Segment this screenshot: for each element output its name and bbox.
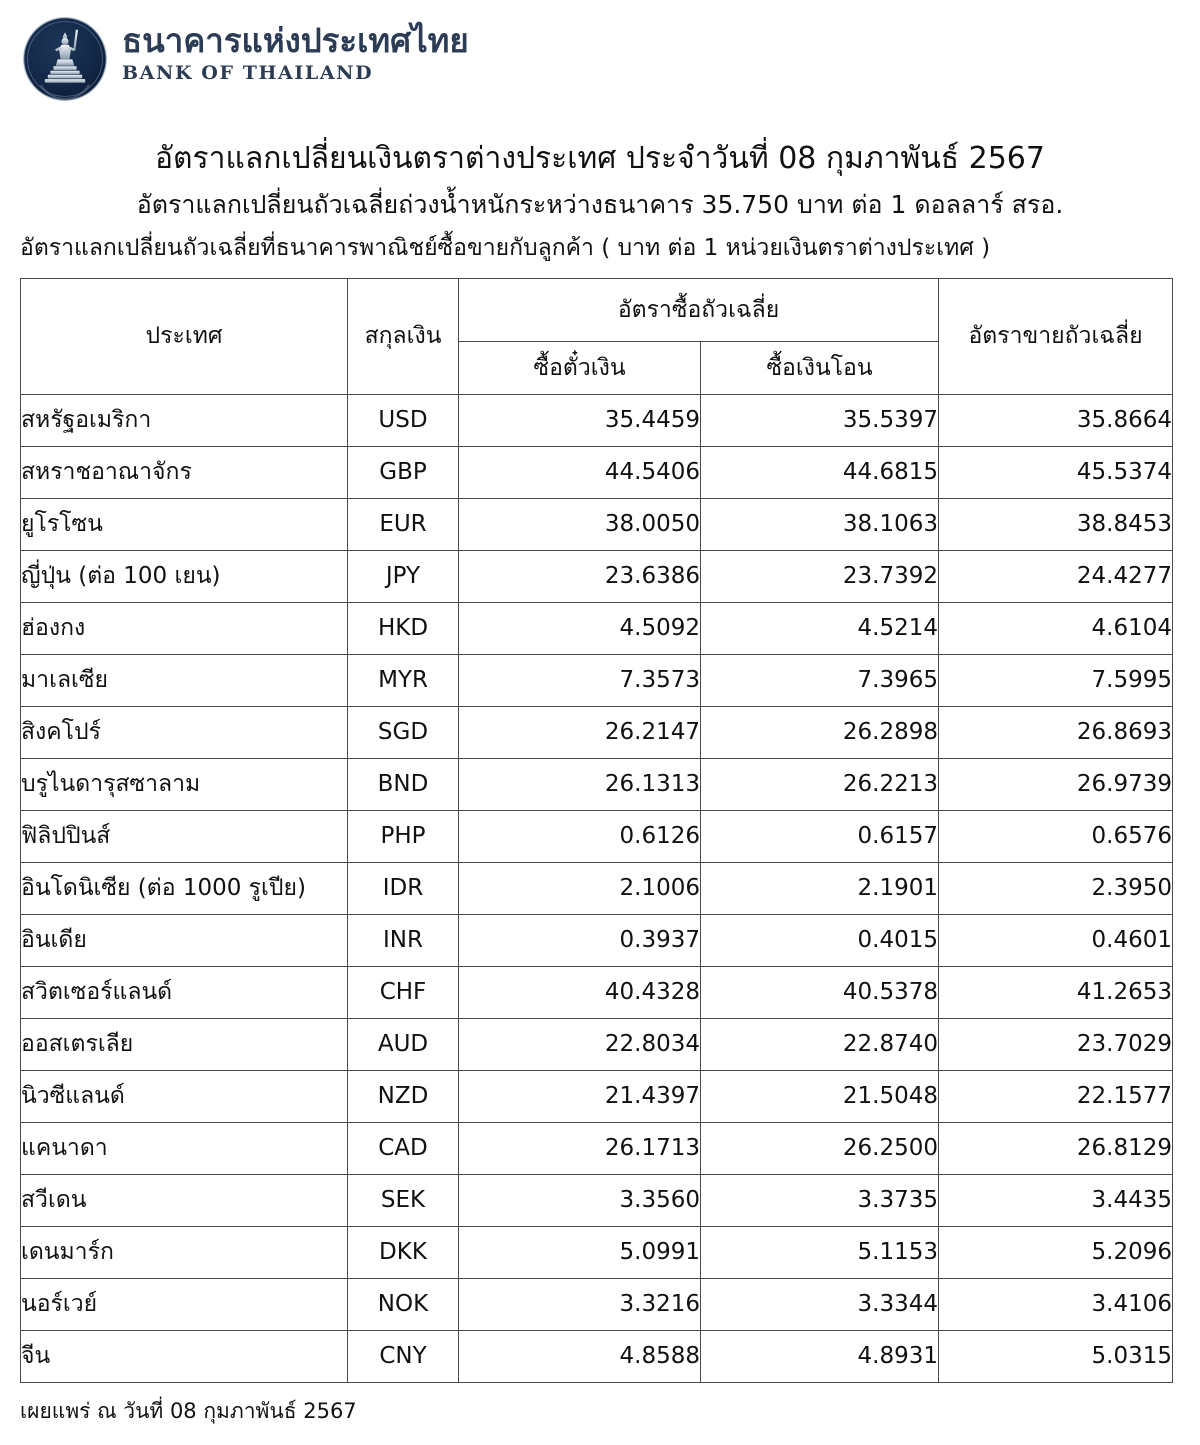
- cell-buy-transfer: 26.2898: [701, 706, 939, 758]
- table-row: [21, 498, 1173, 550]
- table-row: [21, 758, 1173, 810]
- cell-buy-transfer: 2.1901: [701, 862, 939, 914]
- cell-currency: GBP: [348, 446, 459, 498]
- cell-sell: 0.6576: [939, 810, 1173, 862]
- table-row: [21, 446, 1173, 498]
- cell-country: ฟิลิปปินส์: [21, 810, 348, 862]
- cell-buy-bill: 7.3573: [459, 654, 701, 706]
- cell-buy-transfer: 3.3344: [701, 1278, 939, 1330]
- cell-sell: 4.6104: [939, 602, 1173, 654]
- cell-currency: NOK: [348, 1278, 459, 1330]
- commercial-bank-rate-note: อัตราแลกเปลี่ยนถัวเฉลี่ยที่ธนาคารพาณิชย์ซื้อขายกับลูกค้า ( บาท ต่อ 1 หน่วยเงินตราต่างประเทศ ): [20, 235, 991, 261]
- cell-buy-bill: 4.5092: [459, 602, 701, 654]
- page-headings: [0, 118, 1200, 264]
- cell-currency: BND: [348, 758, 459, 810]
- cell-buy-transfer: 4.8931: [701, 1330, 939, 1382]
- cell-currency: IDR: [348, 862, 459, 914]
- table-row: [21, 394, 1173, 446]
- cell-currency: NZD: [348, 1070, 459, 1122]
- column-header-currency: สกุลเงิน: [348, 278, 459, 394]
- cell-buy-transfer: 22.8740: [701, 1018, 939, 1070]
- cell-sell: 7.5995: [939, 654, 1173, 706]
- publication-date: เผยแพร่ ณ วันที่ 08 กุมภาพันธ์ 2567: [20, 1398, 357, 1423]
- cell-buy-bill: 26.1313: [459, 758, 701, 810]
- cell-buy-transfer: 7.3965: [701, 654, 939, 706]
- cell-country: บรูไนดารุสซาลาม: [21, 758, 348, 810]
- cell-buy-bill: 0.3937: [459, 914, 701, 966]
- table-row: [21, 1174, 1173, 1226]
- cell-sell: 3.4435: [939, 1174, 1173, 1226]
- table-row: [21, 810, 1173, 862]
- cell-sell: 23.7029: [939, 1018, 1173, 1070]
- cell-country: จีน: [21, 1330, 348, 1382]
- cell-buy-transfer: 23.7392: [701, 550, 939, 602]
- cell-country: แคนาดา: [21, 1122, 348, 1174]
- cell-buy-bill: 3.3560: [459, 1174, 701, 1226]
- cell-currency: PHP: [348, 810, 459, 862]
- cell-sell: 3.4106: [939, 1278, 1173, 1330]
- cell-buy-transfer: 26.2213: [701, 758, 939, 810]
- table-header-row-primary: [21, 278, 1173, 341]
- cell-currency: CNY: [348, 1330, 459, 1382]
- cell-buy-transfer: 5.1153: [701, 1226, 939, 1278]
- column-header-buying-rate-group: อัตราซื้อถัวเฉลี่ย: [459, 278, 939, 341]
- cell-country: ญี่ปุ่น (ต่อ 100 เยน): [21, 550, 348, 602]
- cell-sell: 26.8693: [939, 706, 1173, 758]
- cell-buy-bill: 44.5406: [459, 446, 701, 498]
- cell-sell: 2.3950: [939, 862, 1173, 914]
- cell-currency: CHF: [348, 966, 459, 1018]
- cell-country: อินเดีย: [21, 914, 348, 966]
- cell-buy-transfer: 44.6815: [701, 446, 939, 498]
- cell-buy-transfer: 4.5214: [701, 602, 939, 654]
- cell-currency: SGD: [348, 706, 459, 758]
- cell-buy-transfer: 35.5397: [701, 394, 939, 446]
- cell-country: นิวซีแลนด์: [21, 1070, 348, 1122]
- table-row: [21, 654, 1173, 706]
- brand-name-english: BANK OF THAILAND: [122, 62, 374, 84]
- cell-currency: AUD: [348, 1018, 459, 1070]
- cell-country: ฮ่องกง: [21, 602, 348, 654]
- cell-buy-bill: 5.0991: [459, 1226, 701, 1278]
- cell-country: สวีเดน: [21, 1174, 348, 1226]
- cell-sell: 26.9739: [939, 758, 1173, 810]
- cell-currency: JPY: [348, 550, 459, 602]
- table-row: [21, 602, 1173, 654]
- table-row: [21, 1122, 1173, 1174]
- cell-buy-bill: 4.8588: [459, 1330, 701, 1382]
- cell-buy-transfer: 0.4015: [701, 914, 939, 966]
- cell-currency: INR: [348, 914, 459, 966]
- cell-sell: 45.5374: [939, 446, 1173, 498]
- masthead: [0, 0, 1200, 118]
- cell-country: สิงคโปร์: [21, 706, 348, 758]
- table-row: [21, 1226, 1173, 1278]
- interbank-rate-subtitle: อัตราแลกเปลี่ยนถัวเฉลี่ยถ่วงน้ำหนักระหว่างธนาคาร 35.750 บาท ต่อ 1 ดอลลาร์ สรอ.: [136, 189, 1064, 219]
- table-row: [21, 706, 1173, 758]
- cell-buy-bill: 22.8034: [459, 1018, 701, 1070]
- cell-buy-bill: 35.4459: [459, 394, 701, 446]
- column-header-buying-sight-bill: ซื้อตั๋วเงิน: [459, 341, 701, 394]
- cell-currency: DKK: [348, 1226, 459, 1278]
- column-header-country: ประเทศ: [21, 278, 348, 394]
- column-header-selling-rate: อัตราขายถัวเฉลี่ย: [939, 278, 1173, 394]
- cell-country: สหรัฐอเมริกา: [21, 394, 348, 446]
- cell-currency: EUR: [348, 498, 459, 550]
- column-header-buying-transfer: ซื้อเงินโอน: [701, 341, 939, 394]
- brand-name-thai: ธนาคารแห่งประเทศไทย: [122, 21, 469, 60]
- cell-currency: HKD: [348, 602, 459, 654]
- cell-currency: MYR: [348, 654, 459, 706]
- cell-sell: 35.8664: [939, 394, 1173, 446]
- cell-buy-bill: 38.0050: [459, 498, 701, 550]
- table-row: [21, 914, 1173, 966]
- exchange-rate-table: [20, 278, 1173, 1383]
- cell-buy-transfer: 26.2500: [701, 1122, 939, 1174]
- cell-sell: 5.0315: [939, 1330, 1173, 1382]
- cell-country: มาเลเซีย: [21, 654, 348, 706]
- table-row: [21, 550, 1173, 602]
- table-row: [21, 862, 1173, 914]
- cell-buy-transfer: 40.5378: [701, 966, 939, 1018]
- cell-country: สหราชอาณาจักร: [21, 446, 348, 498]
- brand-wordmark: [122, 16, 469, 83]
- cell-sell: 0.4601: [939, 914, 1173, 966]
- cell-country: นอร์เวย์: [21, 1278, 348, 1330]
- cell-country: สวิตเซอร์แลนด์: [21, 966, 348, 1018]
- table-body: [21, 394, 1173, 1382]
- bank-of-thailand-seal-icon: [22, 16, 108, 102]
- cell-buy-transfer: 38.1063: [701, 498, 939, 550]
- cell-country: ออสเตรเลีย: [21, 1018, 348, 1070]
- cell-buy-bill: 2.1006: [459, 862, 701, 914]
- cell-buy-bill: 3.3216: [459, 1278, 701, 1330]
- table-row: [21, 1070, 1173, 1122]
- cell-country: ยูโรโซน: [21, 498, 348, 550]
- exchange-rate-table-container: [20, 278, 1172, 1383]
- cell-buy-transfer: 3.3735: [701, 1174, 939, 1226]
- cell-sell: 22.1577: [939, 1070, 1173, 1122]
- cell-country: อินโดนิเซีย (ต่อ 1000 รูเปีย): [21, 862, 348, 914]
- table-row: [21, 966, 1173, 1018]
- cell-buy-bill: 26.1713: [459, 1122, 701, 1174]
- cell-sell: 41.2653: [939, 966, 1173, 1018]
- cell-sell: 5.2096: [939, 1226, 1173, 1278]
- cell-currency: USD: [348, 394, 459, 446]
- cell-country: เดนมาร์ก: [21, 1226, 348, 1278]
- cell-sell: 24.4277: [939, 550, 1173, 602]
- cell-buy-bill: 21.4397: [459, 1070, 701, 1122]
- cell-buy-bill: 23.6386: [459, 550, 701, 602]
- cell-sell: 38.8453: [939, 498, 1173, 550]
- table-row: [21, 1018, 1173, 1070]
- cell-buy-transfer: 0.6157: [701, 810, 939, 862]
- cell-buy-bill: 40.4328: [459, 966, 701, 1018]
- table-row: [21, 1278, 1173, 1330]
- cell-buy-transfer: 21.5048: [701, 1070, 939, 1122]
- cell-currency: SEK: [348, 1174, 459, 1226]
- table-row: [21, 1330, 1173, 1382]
- page-title: อัตราแลกเปลี่ยนเงินตราต่างประเทศ ประจำวันที่ 08 กุมภาพันธ์ 2567: [155, 141, 1045, 176]
- cell-buy-bill: 0.6126: [459, 810, 701, 862]
- table-header: [21, 278, 1173, 394]
- cell-buy-bill: 26.2147: [459, 706, 701, 758]
- cell-currency: CAD: [348, 1122, 459, 1174]
- cell-sell: 26.8129: [939, 1122, 1173, 1174]
